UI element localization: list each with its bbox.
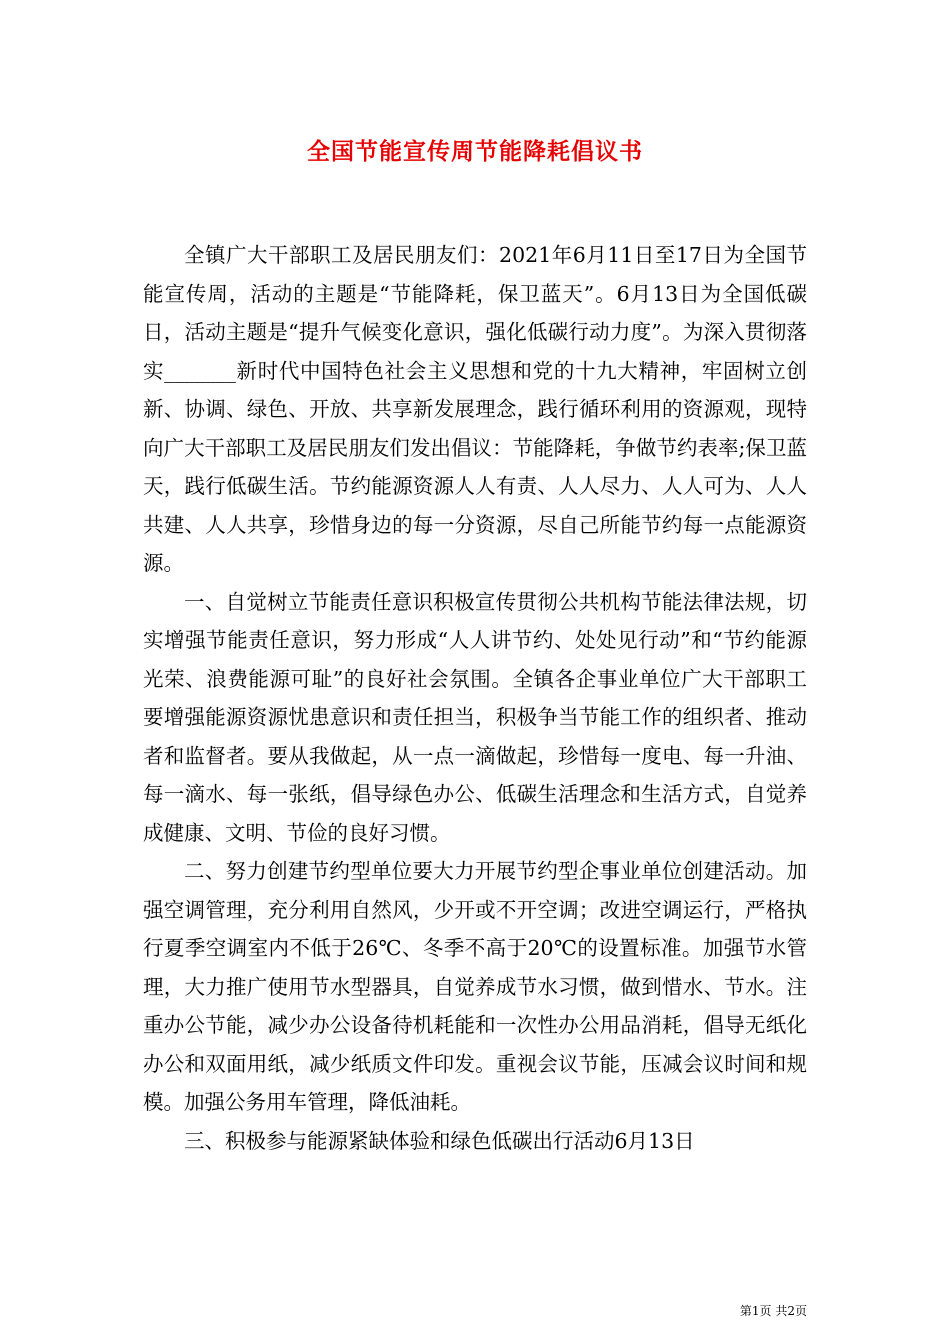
- document-title: 全国节能宣传周节能降耗倡议书: [307, 138, 643, 165]
- paragraph-intro: 全镇广大干部职工及居民朋友们：2021年6月11日至17日为全国节能宣传周，活动的主题是“节能降耗，保卫蓝天”。6月13日为全国低碳日，活动主题是“提升气候变化意识，强化低碳行动力度”。为深入贯彻落实_______新时代中国特色社会主义思想和党的十九大精神，牢固树立创新、协调、绿色、开放、共享新发展理念，践行循环利用的资源观，现特向广大干部职工及居民朋友们发出倡议：节能降耗，争做节约表率;保卫蓝天，践行低碳生活。节约能源资源人人有责、人人尽力、人人可为、人人共建、人人共享，珍惜身边的每一分资源，尽自己所能节约每一点能源资源。: [143, 243, 807, 575]
- document-body: [143, 236, 807, 1160]
- paragraph-section-3: 三、积极参与能源紧缺体验和绿色低碳出行活动6月13日: [184, 1128, 695, 1153]
- page-number-footer: 第1页 共2页: [739, 1304, 807, 1318]
- paragraph-section-1: 一、自觉树立节能责任意识积极宣传贯彻公共机构节能法律法规，切实增强节能责任意识，努力形成“人人讲节约、处处见行动”和“节约能源光荣、浪费能源可耻”的良好社会氛围。全镇各企事业单位广大干部职工要增强能源资源忧患意识和责任担当，积极争当节能工作的组织者、推动者和监督者。要从我做起，从一点一滴做起，珍惜每一度电、每一升油、每一滴水、每一张纸，倡导绿色办公、低碳生活理念和生活方式，自觉养成健康、文明、节俭的良好习惯。: [143, 589, 807, 845]
- paragraph-section-2: 二、努力创建节约型单位要大力开展节约型企事业单位创建活动。加强空调管理，充分利用自然风，少开或不开空调；改进空调运行，严格执行夏季空调室内不低于26℃、冬季不高于20℃的设置标准。加强节水管理，大力推广使用节水型器具，自觉养成节水习惯，做到惜水、节水。注重办公节能，减少办公设备待机耗能和一次性办公用品消耗，倡导无纸化办公和双面用纸，减少纸质文件印发。重视会议节能，压减会议时间和规模。加强公务用车管理，降低油耗。: [143, 859, 807, 1114]
